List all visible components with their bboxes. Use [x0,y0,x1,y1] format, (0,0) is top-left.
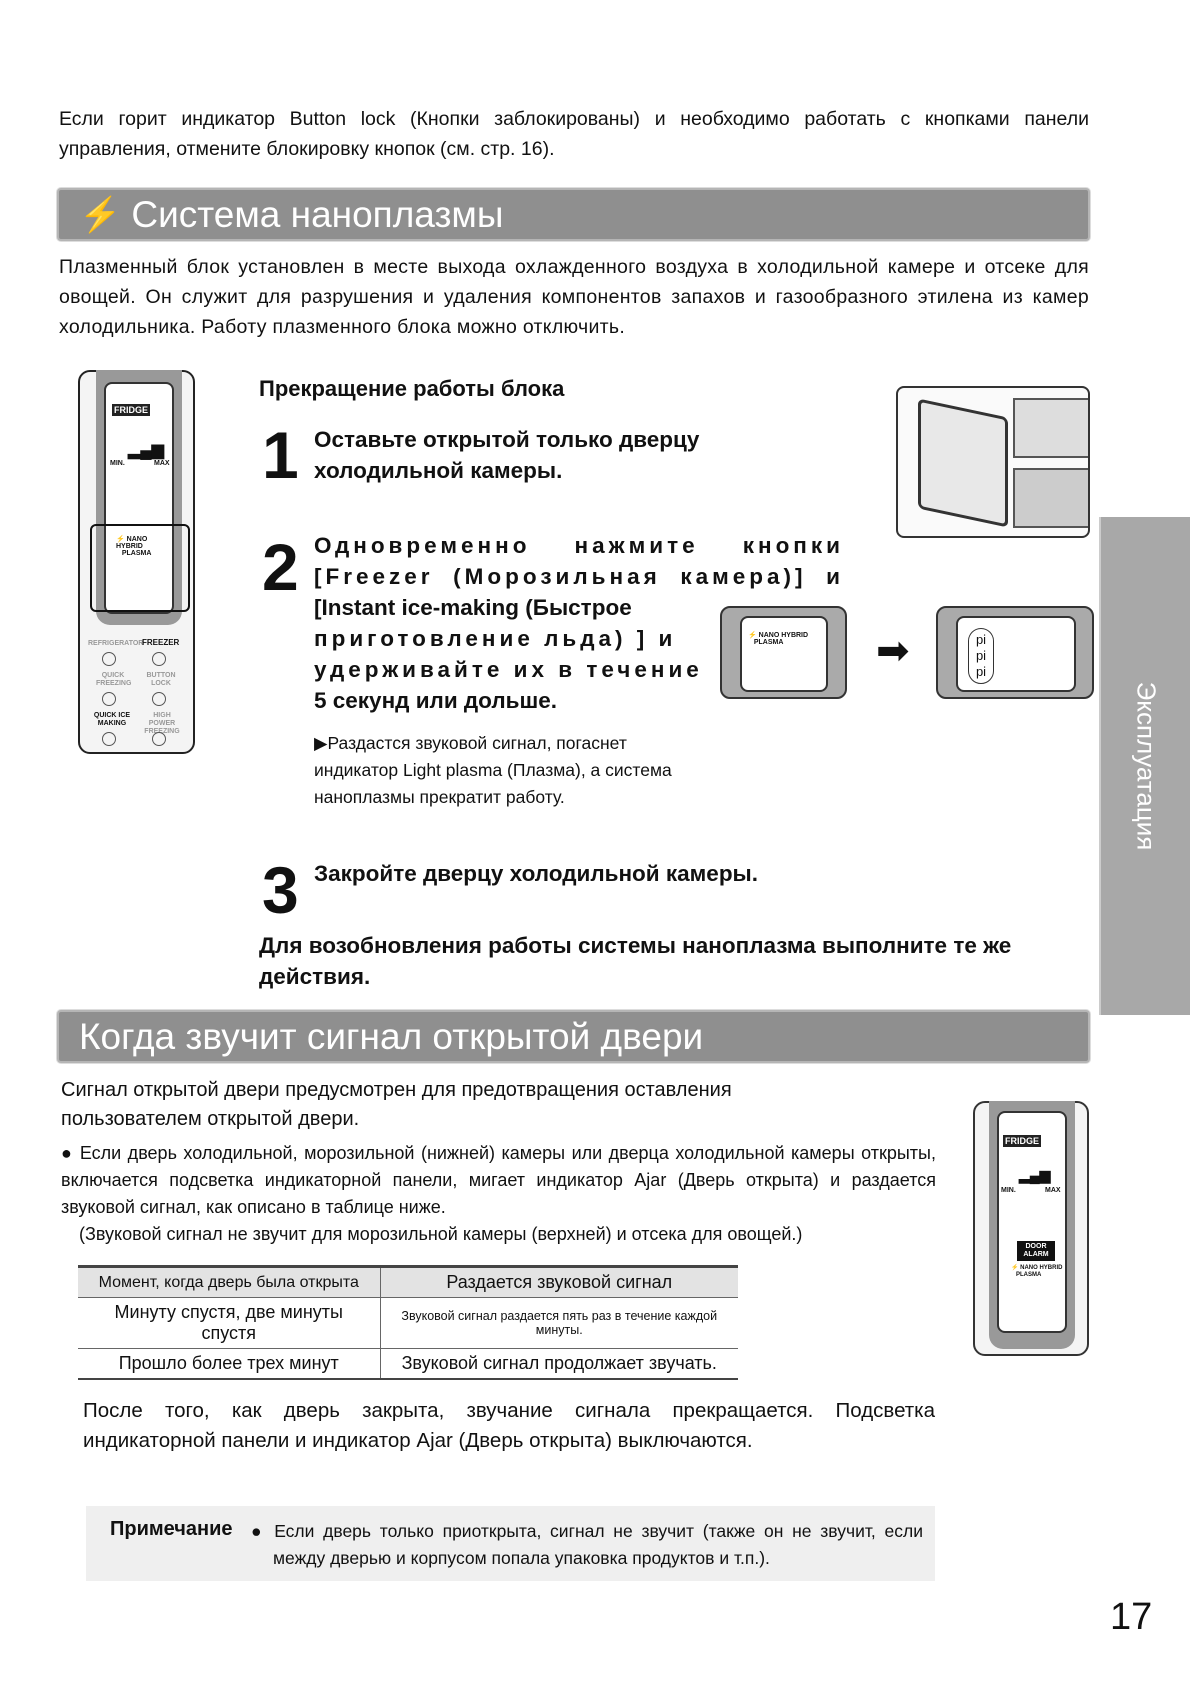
door-alarm-description: Сигнал открытой двери предусмотрен для предотвращения оставления пользователем открытой двери. [61,1079,732,1130]
freezer-button [152,652,166,666]
table-row [78,1349,738,1380]
step-text: Оставьте открытой только дверцу холодильной камеры. [314,427,700,483]
min-label: MIN. [110,460,125,467]
step-2-text: Одновременно нажмите кнопки [Freezer (Морозильная камера)] и [Instant ice-making (Быстрое приготовление льда) ] и удерживайте их в течение 5 секунд или дольше. [314,533,844,713]
side-tab-operation [1099,517,1190,1015]
table-cell: Прошло более трех минут [78,1349,380,1380]
fridge-label: FRIDGE [114,405,149,415]
max-label: MAX [154,460,170,467]
refrigerator-button [102,652,116,666]
step-text: Закройте дверцу холодильной камеры. [314,861,759,886]
signal-bars-icon: ▂▄▆ [128,442,164,459]
table-row [78,1298,738,1349]
open-fridge-door-illustration [896,386,1090,538]
highlight-frame [90,524,190,612]
note-label: Примечание [110,1518,233,1540]
bullet-icon: ● [61,1143,74,1163]
nano-plasma-indicator: ⚡ NANO HYBRID PLASMA [116,536,152,557]
panel-before-illustration: ⚡ NANO HYBRID PLASMA [720,606,847,699]
freezer-label: FREEZER [142,638,180,647]
quick-freezing-label: QUICK FREEZING [96,672,132,687]
beep-sound-icon: pi pi pi [968,628,994,684]
nanoplasma-description: Плазменный блок установлен в месте выхода охлажденного воздуха в холодильной камере и отсеке для овощей. Он служит для разрушения и удаления компонентов запахов и газообразного этилена из камер холодильника. Работу плазменного блока можно отключить. [59,256,1089,338]
door-alarm-panel-illustration: FRIDGE ▂▄▆ MIN. MAX DOOR ALARM ⚡ NANO HYBRID PLASMA [973,1101,1089,1356]
fridge-label: FRIDGE [1005,1136,1040,1146]
section-title: Система наноплазмы [131,193,504,235]
door-alarm-bullet: ● Если дверь холодильной, морозильной (нижней) камеры или дверца холодильной камеры открыты, включается подсветка индикаторной панели, мигает индикатор Ajar (Дверь открыта) и раздается звуковой сигнал, как описано в таблице ниже. (Звуковой сигнал не звучит для морозильной камеры (верхней) и отсека для овощей.) [61,1143,936,1244]
table-header: Момент, когда дверь была открыта [78,1267,380,1298]
after-close-text: После того, как дверь закрыта, звучание сигнала прекращается. Подсветка индикаторной панели и индикатор Ajar (Дверь открыта) выключаются. [83,1399,935,1452]
resume-instruction: Для возобновления работы системы наноплазма выполните те же действия. [259,933,1012,989]
signal-bars-icon: ▂▄▆ [1019,1167,1051,1183]
section-title: Когда звучит сигнал открытой двери [79,1015,704,1057]
quick-freezing-button [102,692,116,706]
step-2-result: ▶Раздастся звуковой сигнал, погаснет индикатор Light plasma (Плазма), а система наноплазмы прекратит работу. [314,733,672,807]
note-text: ● Если дверь только приоткрыта, сигнал не звучит (также он не звучит, если между дверью и корпусом попала упаковка продуктов и т.п.). [251,1521,923,1568]
quick-ice-button [102,732,116,746]
section-header-nanoplasma [57,188,1090,241]
arrow-right-icon: ➡ [876,629,910,673]
quick-ice-label: QUICK ICE MAKING [93,712,131,727]
step-number: 3 [262,853,299,927]
high-power-button [152,732,166,746]
section-header-door-alarm [57,1010,1090,1063]
side-tab-label: Эксплуатация [1131,681,1161,851]
subtitle-stop: Прекращение работы блока [259,376,565,401]
step-number: 2 [262,530,299,604]
high-power-label: HIGH POWER FREEZING [144,712,180,735]
alarm-table [78,1265,738,1380]
table-header-row [78,1267,738,1298]
table-cell: Звуковой сигнал раздается пять раз в течение каждой минуты. [380,1298,738,1349]
table-cell: Звуковой сигнал продолжает звучать. [380,1349,738,1380]
step-number: 1 [262,418,299,492]
min-label: MIN. [1001,1187,1016,1194]
button-lock-label: BUTTON LOCK [146,672,176,687]
intro-text: Если горит индикатор Button lock (Кнопки заблокированы) и необходимо работать с кнопками панели управления, отмените блокировку кнопок (см. стр. 16). [59,108,1089,160]
door-alarm-indicator: DOOR ALARM [1017,1241,1055,1261]
page-number: 17 [1110,1596,1153,1638]
table-cell: Минуту спустя, две минуты спустя [78,1298,380,1349]
refrigerator-label: REFRIGERATOR [88,640,144,647]
note-box [86,1506,935,1581]
lightning-bolt-icon: ⚡ [79,195,122,234]
button-lock-button [152,692,166,706]
panel-after-illustration [936,606,1094,699]
table-header: Раздается звуковой сигнал [380,1267,738,1298]
max-label: MAX [1045,1187,1061,1194]
control-panel-illustration [78,370,195,754]
